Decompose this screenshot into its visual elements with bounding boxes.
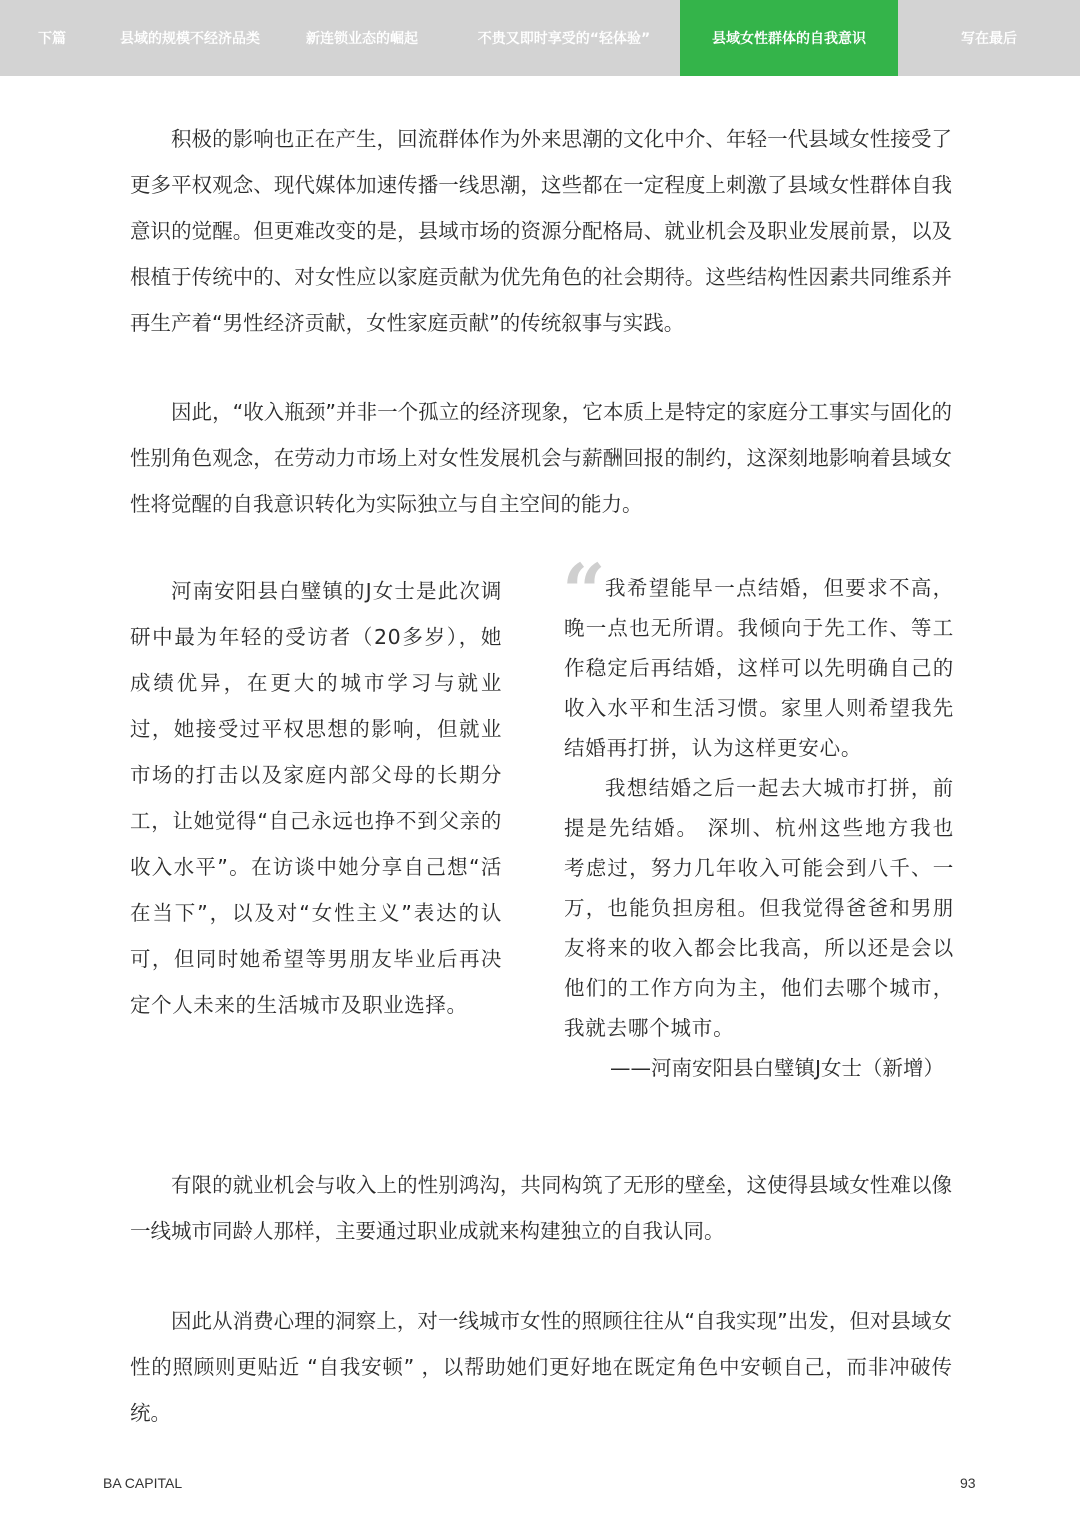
nav-tab-part2[interactable]: 下篇 [38, 31, 66, 47]
body-paragraph-1: 积极的影响也正在产生，回流群体作为外来思潮的文化中介、年轻一代县域女性接受了更多平权观念、现代媒体加速传播一线思潮，这些都在一定程度上刺激了县域女性群体自我意识的觉醒。但更难改变的是，县域市场的资源分配格局、就业机会及职业发展前景，以及根植于传统中的、对女性应以家庭贡献为优先角色的社会期待。这些结构性因素共同维系并再生产着“男性经济贡献，女性家庭贡献”的传统叙事与实践。 [130, 127, 952, 335]
interview-quote [562, 547, 954, 1088]
footer-brand: BA CAPITAL [103, 1475, 183, 1491]
body-paragraph-5: 因此从消费心理的洞察上，对一线城市女性的照顾往往从“自我实现”出发，但对县域女性的照顾则更贴近 “自我安顿” ，以帮助她们更好地在既定角色中安顿自己，而非冲破传统。 [130, 1309, 952, 1425]
nav-tab-light-experience[interactable]: 不贵又即时享受的“轻体验” [477, 31, 651, 47]
body-paragraph-2: 因此，“收入瓶颈”并非一个孤立的经济现象，它本质上是特定的家庭分工事实与固化的性别角色观念，在劳动力市场上对女性发展机会与薪酬回报的制约，这深刻地影响着县域女性将觉醒的自我意识转化为实际独立与自主空间的能力。 [130, 400, 952, 516]
quote-paragraph-2: 我想结婚之后一起去大城市打拼，前提是先结婚。 深圳、杭州这些地方我也考虑过，努力几年收入可能会到八千、一万，也能负担房租。但我觉得爸爸和男朋友将来的收入都会比我高，所以还是会以他们的工作方向为主，他们去哪个城市，我就去哪个城市。 [564, 776, 954, 1040]
nav-tab-county-diseconomy[interactable]: 县域的规模不经济品类 [120, 31, 260, 47]
case-description: 河南安阳县白璧镇的J女士是此次调研中最为年轻的受访者（20多岁），她成绩优异，在更大的城市学习与就业过，她接受过平权思想的影响，但就业市场的打击以及家庭内部父母的长期分工，让她觉得“自己永远也挣不到父亲的收入水平”。在访谈中她分享自己想“活在当下”，以及对“女性主义”表达的认可，但同时她希望等男朋友毕业后再决定个人未来的生活城市及职业选择。 [130, 579, 502, 1017]
quote-paragraph-1: 我希望能早一点结婚，但要求不高，晚一点也无所谓。我倾向于先工作、等工作稳定后再结婚，这样可以先明确自己的收入水平和生活习惯。家里人则希望我先结婚再打拼，认为这样更安心。 [564, 576, 954, 760]
body-paragraph-4: 有限的就业机会与收入上的性别鸿沟，共同构筑了无形的壁垒，这使得县域女性难以像一线城市同龄人那样，主要通过职业成就来构建独立的自我认同。 [130, 1173, 952, 1243]
quote-mark-icon: “ [562, 547, 606, 636]
page-number: 93 [960, 1475, 976, 1491]
nav-tab-female-self-awareness[interactable]: 县域女性群体的自我意识 [680, 0, 898, 76]
quote-attribution: ——河南安阳县白璧镇J女士（新增） [609, 1056, 944, 1080]
nav-tab-new-chains[interactable]: 新连锁业态的崛起 [306, 31, 418, 47]
nav-tab-closing[interactable]: 写在最后 [961, 31, 1017, 47]
top-nav [0, 0, 1080, 76]
